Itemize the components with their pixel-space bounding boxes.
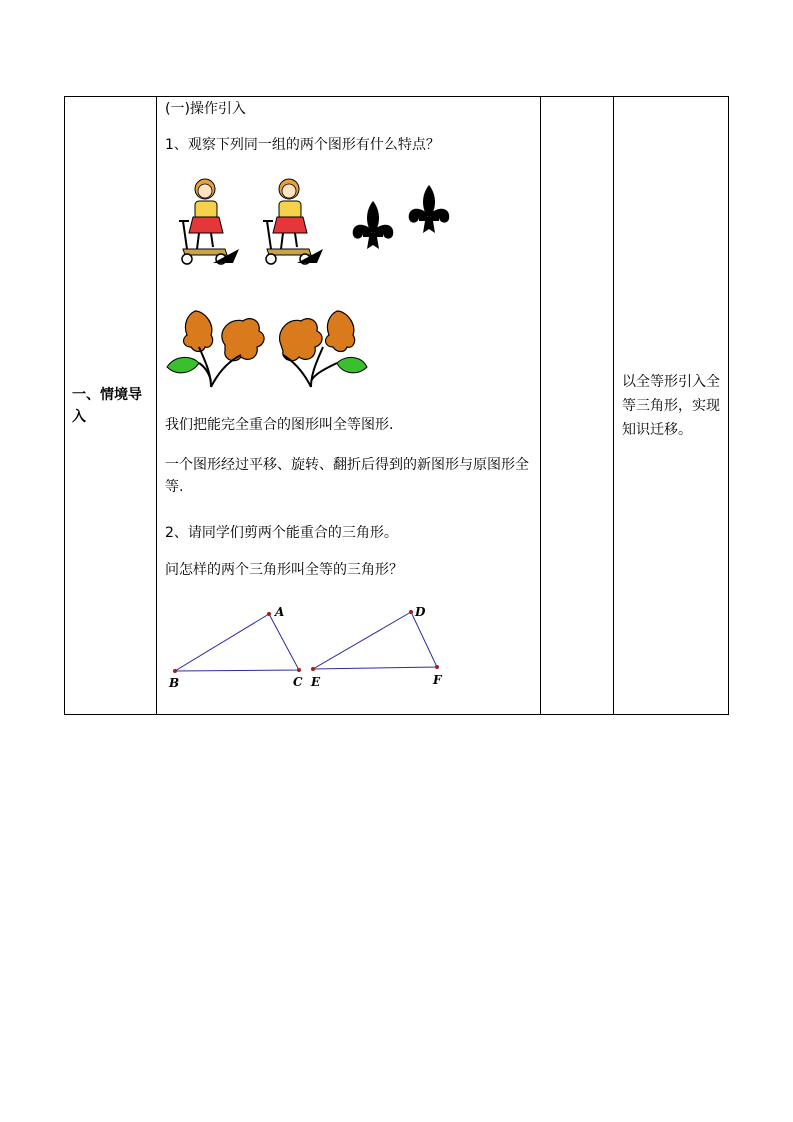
question-3: 问怎样的两个三角形叫全等的三角形？ (165, 562, 403, 578)
section-title: 一、情境导入 (72, 386, 142, 425)
vertex-label-e: E (311, 675, 321, 689)
vertex-label-f: F (433, 673, 442, 687)
fleur-de-lis-icon-1 (349, 199, 397, 251)
heading: (一)操作引入 (165, 101, 246, 117)
oak-leaves-image (165, 301, 369, 391)
question-2: 2、请同学们剪两个能重合的三角形。 (165, 525, 398, 541)
vertex-label-c: C (293, 675, 303, 689)
lesson-table (64, 96, 729, 715)
empty-cell (541, 97, 614, 715)
note-cell (614, 97, 729, 715)
fleur-de-lis-icon-2 (405, 183, 453, 235)
triangle-def-diagram (307, 602, 452, 692)
content-cell (157, 97, 541, 715)
paragraph-transformations: 一个图形经过平移、旋转、翻折后得到的新图形与原图形全等. (165, 457, 529, 495)
section-cell (65, 97, 157, 715)
girl-scooter-image-2 (257, 177, 327, 269)
paragraph-congruent-figures: 我们把能完全重合的图形叫全等图形. (165, 417, 394, 433)
triangle-abc-diagram (165, 602, 310, 692)
vertex-label-d: D (415, 605, 426, 619)
design-note: 以全等形引入全等三角形，实现知识迁移。 (622, 373, 720, 438)
vertex-label-a: A (275, 605, 285, 619)
vertex-label-b: B (169, 676, 180, 690)
question-1: 1、观察下列同一组的两个图形有什么特点？ (165, 137, 440, 153)
girl-scooter-image-1 (173, 177, 243, 269)
